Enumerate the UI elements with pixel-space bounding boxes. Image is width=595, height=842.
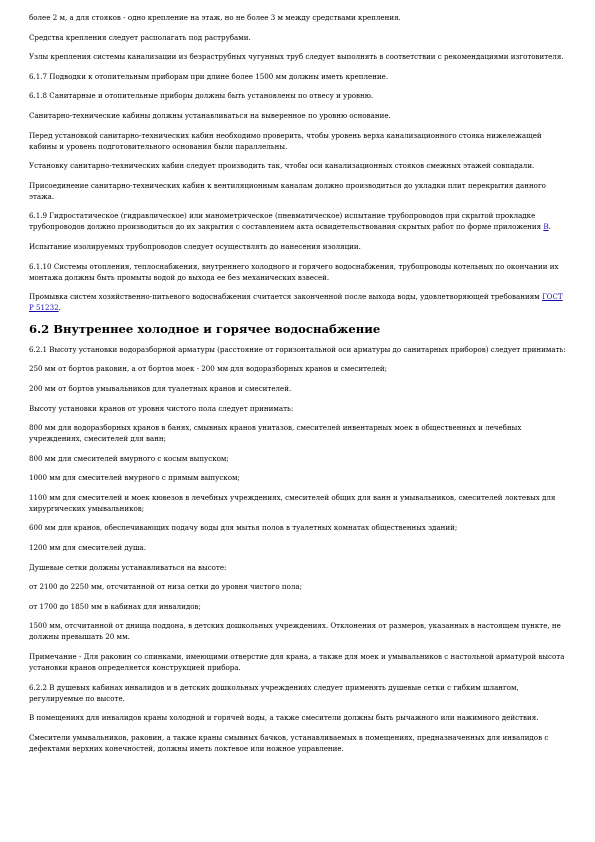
paragraph: 250 мм от бортов раковин, а от бортов моек - 200 мм для водоразборных кранов и смесителей; — [29, 364, 387, 374]
paragraph: более 2 м, а для стояков - одно крепление на этаж, но не более 3 м между средствами крепления. — [29, 13, 401, 22]
paragraph: 1100 мм для смесителей и моек кювезов в лечебных учреждениях, смесителей общих для ванн и умывальников, смесителей локтевых для хирургических умывальников; — [29, 492, 556, 513]
gost-link[interactable]: ГОСТ Р 51232 — [29, 292, 563, 313]
paragraph: 6.2.1 Высоту установки водоразборной арматуры (расстояние от горизонтальной оси арматуры до санитарных приборов) следует принимать: — [29, 344, 566, 354]
paragraph: 800 мм для водоразборных кранов в банях, смывных кранов унитазов, смесителей инвентарных моек в общественных и лечебных учреждениях, смесителей для ванн; — [29, 423, 522, 444]
paragraph: 1200 мм для смесителей душа. — [29, 543, 147, 553]
paragraph: 800 мм для смесителей вмурного с косым выпуском; — [29, 453, 229, 463]
paragraph: Присоединение санитарно-технических кабин к вентиляционным каналам должно производиться до укладки плит перекрытия данного этажа. — [29, 180, 546, 201]
paragraph-tail: . — [58, 303, 61, 313]
paragraph: Высоту установки кранов от уровня чистого пола следует принимать: — [29, 403, 294, 413]
paragraph-text: 6.1.9 Гидростатическое (гидравлическое) или манометрическое (пневматическое) испытание трубопроводов при скрытой прокладке трубопроводов должно производиться до их закрытия с составлением акта освидетельствования скрытых работ по форме приложения — [29, 211, 544, 232]
paragraph: 1500 мм, отсчитанной от днища поддона, в детских дошкольных учреждениях. Отклонения от размеров, указанных в настоящем пункте, не должны превышать 20 мм. — [29, 621, 561, 642]
paragraph: Душевые сетки должны устанавливаться на высоте: — [29, 562, 227, 572]
paragraph: Установку санитарно-технических кабин следует производить так, чтобы оси канализационных стояков смежных этажей совпадали. — [29, 161, 535, 171]
paragraph: В помещениях для инвалидов краны холодной и горячей воды, а также смесители должны быть рычажного или нажимного действия. — [29, 713, 539, 723]
paragraph: 6.1.10 Системы отопления, теплоснабжения, внутреннего холодного и горячего водоснабжения, трубопроводы котельных по окончании их монтажа должны быть промыты водой до выхода ее без механических взвесей. — [29, 261, 559, 282]
paragraph-tail: . — [548, 222, 551, 232]
paragraph: от 1700 до 1850 мм в кабинах для инвалидов; — [29, 601, 201, 611]
section-heading: 6.2 Внутреннее холодное и горячее водоснабжение — [29, 321, 381, 336]
paragraph: 600 мм для кранов, обеспечивающих подачу воды для мытья полов в туалетных комнатах общественных зданий; — [29, 523, 458, 533]
paragraph-flush — [29, 291, 567, 313]
paragraph: 6.1.7 Подводки к отопительным приборам при длине более 1500 мм должны иметь крепление. — [29, 71, 389, 81]
paragraph: Испытание изолируемых трубопроводов следует осуществлять до нанесения изоляции. — [29, 241, 361, 251]
paragraph: 1000 мм для смесителей вмурного с прямым выпуском; — [29, 473, 240, 483]
paragraph: 200 мм от бортов умывальников для туалетных кранов и смесителей. — [29, 383, 292, 393]
appendix-link[interactable]: В — [543, 222, 549, 232]
document-page — [29, 12, 567, 762]
paragraph-619 — [29, 210, 567, 232]
paragraph: 6.2.2 В душевых кабинах инвалидов и в детских дошкольных учреждениях следует применять душевые сетки с гибким шлангом, регулируемые по высоте. — [29, 682, 519, 703]
paragraph: Средства крепления следует располагать под раструбами. — [29, 32, 251, 42]
paragraph: Узлы крепления системы канализации из безраструбных чугунных труб следует выполнять в соответствии с рекомендациями изготовителя. — [29, 52, 564, 62]
paragraph-text: Промывка систем хозяйственно-питьевого водоснабжения считается законченной после выхода воды, удовлетворяющей требованиям — [29, 292, 542, 302]
paragraph: 6.1.8 Санитарные и отопительные приборы должны быть установлены по отвесу и уровню. — [29, 91, 374, 101]
paragraph: от 2100 до 2250 мм, отсчитанной от низа сетки до уровня чистого пола; — [29, 582, 303, 592]
paragraph: Смесители умывальников, раковин, а также краны смывных бачков, устанавливаемых в помещениях, предназначенных для инвалидов с дефектами верхних конечностей, должны иметь локтевое или ножное управление. — [29, 732, 549, 753]
paragraph: Перед установкой санитарно-технических кабин необходимо проверить, чтобы уровень верха канализационного стояка нижележащей кабины и уровень подготовительного основания были параллельны. — [29, 130, 542, 151]
paragraph: Примечание - Для раковин со спинками, имеющими отверстие для крана, а также для моек и умывальников с настольной арматурой высота установки кранов определяется конструкцией прибора. — [29, 652, 565, 673]
paragraph: Санитарно-технические кабины должны устанавливаться на выверенное по уровню основание. — [29, 110, 391, 120]
